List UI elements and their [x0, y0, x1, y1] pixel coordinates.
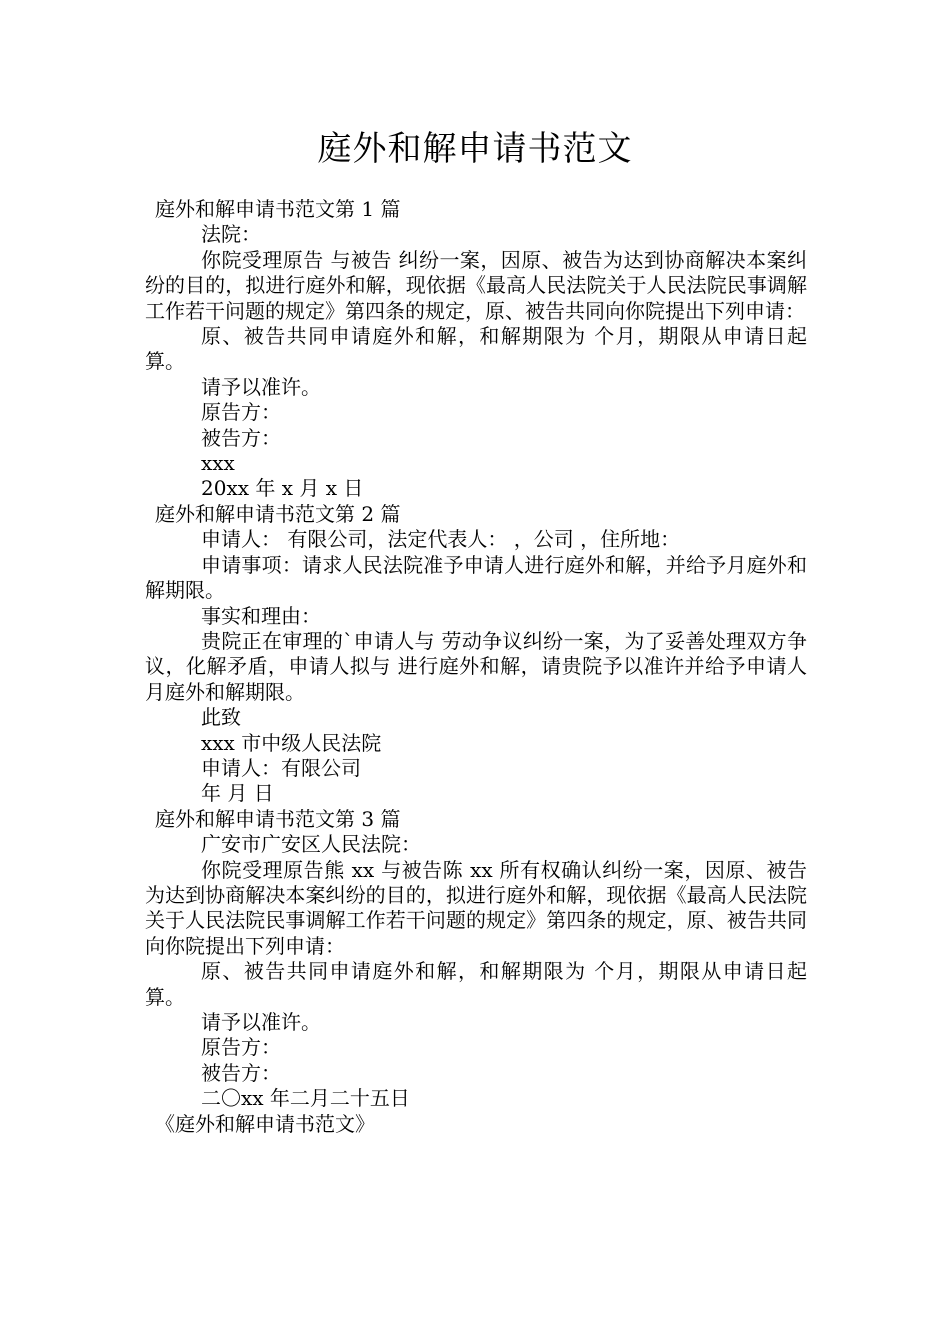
- body-paragraph: 申请事项：请求人民法院准予申请人进行庭外和解，并给予月庭外和解期限。: [145, 552, 807, 603]
- body-paragraph: 广安市广安区人民法院：: [201, 832, 421, 857]
- section-heading: 庭外和解申请书范文第 3 篇: [155, 806, 401, 831]
- body-paragraph: 20xx 年 x 月 x 日: [201, 476, 364, 501]
- body-paragraph: 请予以准许。: [201, 1010, 321, 1034]
- body-paragraph: xxx: [201, 451, 235, 476]
- body-paragraph: 二〇xx 年二月二十五日: [201, 1086, 410, 1111]
- body-paragraph: 你院受理原告熊 xx 与被告陈 xx 所有权确认纠纷一案，因原、被告为达到协商解决本案纠纷的目的，拟进行庭外和解，现依据《最高人民法院关于人民法院民事调解工作若干问题的规定》第四条的规定，原、被告共同向你院提出下列申请：: [145, 857, 807, 958]
- body-paragraph: 申请人： 有限公司，法定代表人： ，公司 ，住所地：: [201, 527, 681, 552]
- body-paragraph: 你院受理原告 与被告 纠纷一案，因原、被告为达到协商解决本案纠纷的目的，拟进行庭外和解，现依据《最高人民法院关于人民法院民事调解工作若干问题的规定》第四条的规定，原、被告共同向你院提出下列申请：: [145, 247, 807, 323]
- section-heading: 庭外和解申请书范文第 1 篇: [155, 197, 401, 221]
- body-paragraph: 原告方：: [201, 1035, 281, 1060]
- body-paragraph: 原告方：: [201, 400, 281, 425]
- body-paragraph: 原、被告共同申请庭外和解，和解期限为 个月，期限从申请日起算。: [145, 959, 807, 1009]
- body-paragraph: 此致: [201, 705, 241, 730]
- section-heading: 庭外和解申请书范文第 2 篇: [155, 501, 401, 526]
- body-paragraph: 年 月 日: [201, 781, 274, 806]
- body-paragraph: xxx 市中级人民法院: [201, 730, 382, 755]
- body-paragraph: 请予以准许。: [201, 374, 321, 399]
- body-paragraph: 被告方：: [201, 425, 281, 450]
- document-title: 庭外和解申请书范文: [317, 129, 633, 169]
- document-body: [145, 197, 807, 1137]
- body-paragraph: 申请人：有限公司: [201, 755, 361, 780]
- body-paragraph: 原、被告共同申请庭外和解，和解期限为 个月，期限从申请日起算。: [145, 324, 807, 374]
- section-heading: 《庭外和解申请书范文》: [155, 1111, 375, 1136]
- body-paragraph: 被告方：: [201, 1060, 281, 1085]
- body-paragraph: 事实和理由：: [201, 603, 321, 628]
- body-paragraph: 贵院正在审理的`申请人与 劳动争议纠纷一案，为了妥善处理双方争议，化解矛盾，申请人拟与 进行庭外和解，请贵院予以准许并给予申请人月庭外和解期限。: [145, 628, 807, 704]
- body-paragraph: 法院：: [201, 222, 261, 247]
